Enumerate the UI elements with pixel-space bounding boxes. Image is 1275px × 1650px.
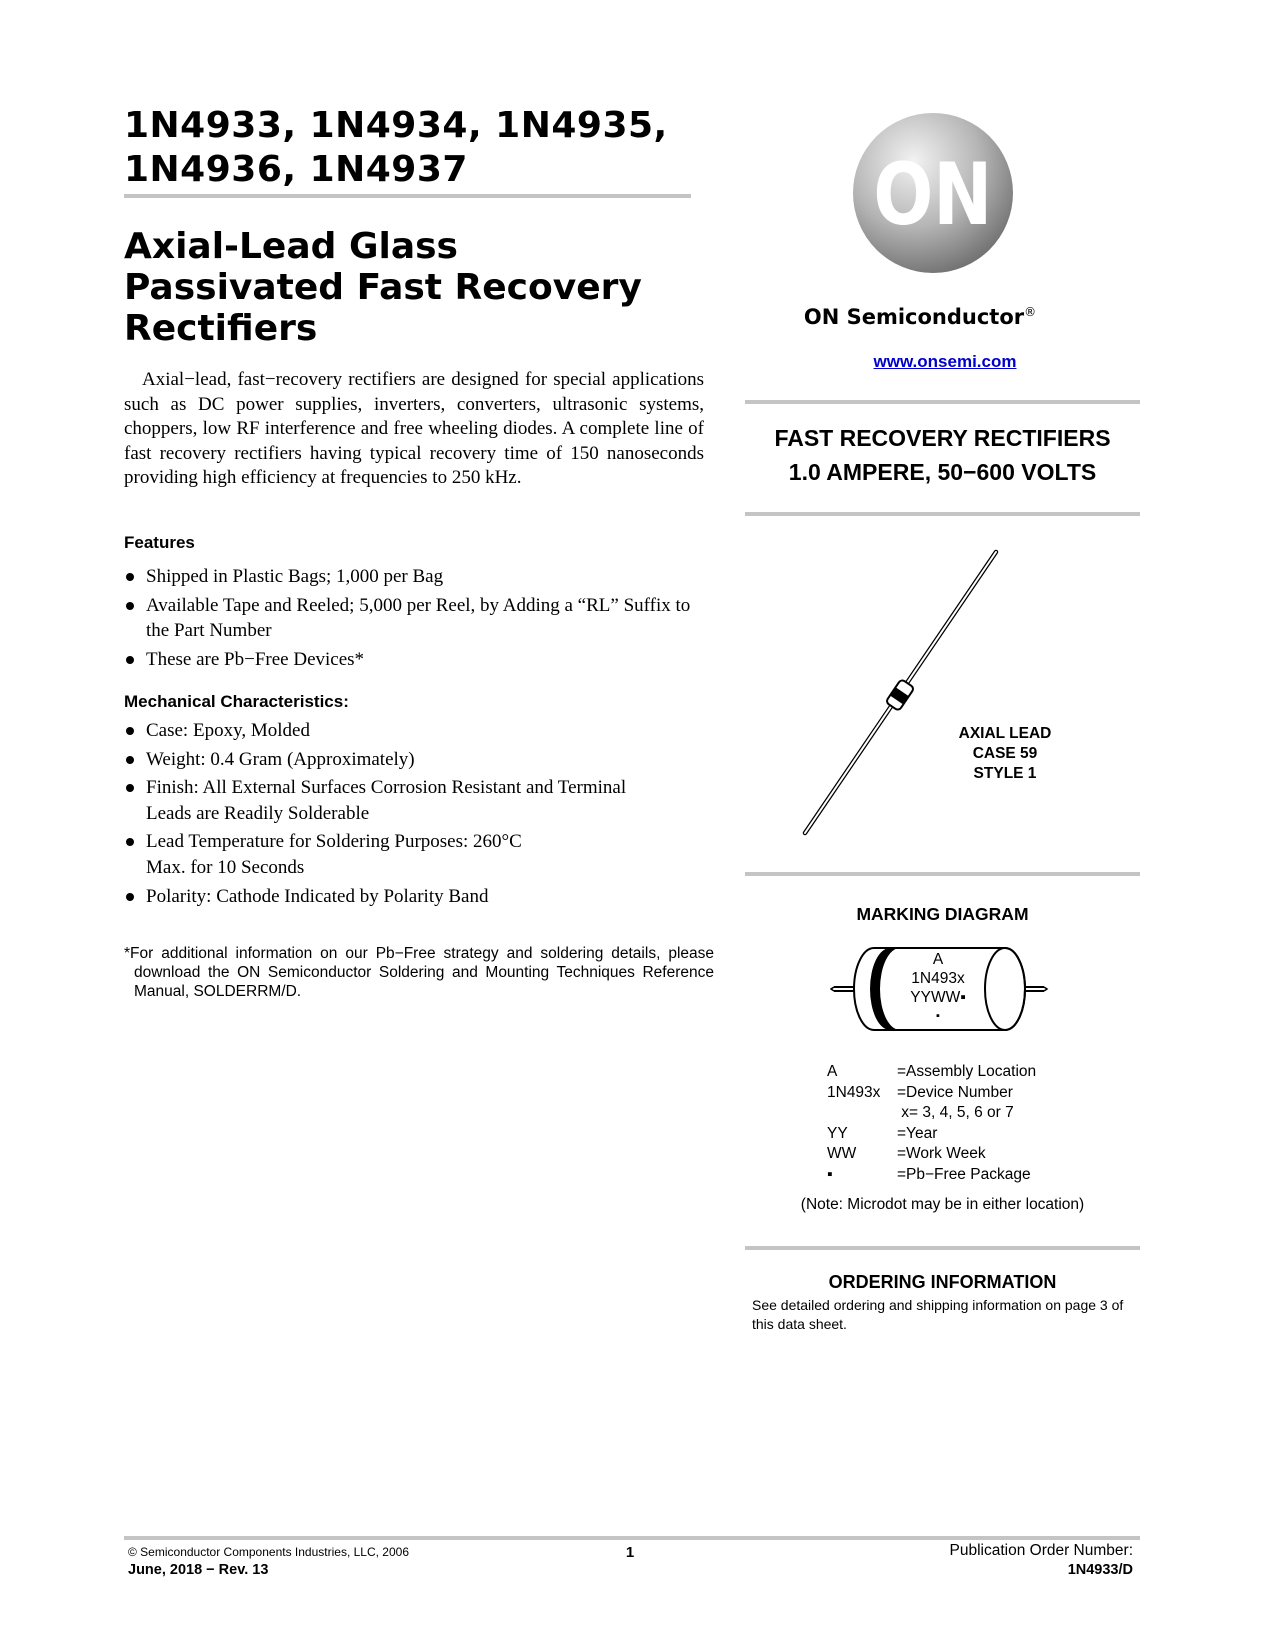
ordering-text: See detailed ordering and shipping information on page 3 of this data sheet. [752,1297,1124,1332]
legend-key [827,1103,897,1124]
part-number-line-1: 1N4933, 1N4934, 1N4935, [124,105,668,146]
page-title [124,226,704,349]
diode-illustration [795,545,1005,840]
package-label [940,724,1070,784]
part-number-line-2: 1N4936, 1N4937 [124,149,468,190]
package-line-1: AXIAL LEAD [958,725,1052,742]
brand-name [720,305,1120,329]
legend-key: 1N493x [827,1083,881,1101]
divider [745,400,1140,404]
title-line-2: Passivated Fast Recovery [124,267,642,308]
legend-row [827,1124,1117,1145]
publication-number: 1N4933/D [1067,1562,1133,1578]
legend-row [827,1144,1117,1165]
title-line-3: Rectifiers [124,308,318,349]
publication-label: Publication Order Number: [949,1542,1133,1559]
list-item: These are Pb−Free Devices* [124,647,724,673]
website-link[interactable]: www.onsemi.com [873,352,1017,371]
footer-divider [124,1536,1140,1540]
copyright: © Semiconductor Components Industries, LLC, 2006 [128,1545,409,1559]
package-line-2: CASE 59 [972,745,1038,762]
ordering-heading: ORDERING INFORMATION [828,1272,1057,1292]
legend-row [827,1083,1117,1104]
mechanical-list [124,718,704,912]
mechanical-heading: Mechanical Characteristics: [124,692,349,711]
divider [745,1246,1140,1250]
title-divider [124,194,691,198]
legend-key: A [827,1063,838,1080]
intro-paragraph: Axial−lead, fast−recovery rectifiers are designed for special applications such as DC power supplies, inverters, converters, ultrasonic systems, choppers, low RF interference and free wheeling diodes. A complete line of fast recovery rectifiers having typical recovery time of 150 nanoseconds providing high efficiency at frequencies to 250 kHz. [124,369,704,489]
marking-heading: MARKING DIAGRAM [856,904,1029,924]
legend-value: =Pb−Free Package [897,1165,1031,1183]
divider [745,872,1140,876]
on-logo [850,110,1016,276]
title-line-1: Axial-Lead Glass [124,226,458,267]
legend-value: =Assembly Location [897,1063,1037,1080]
part-number-title [124,104,704,192]
pb-free-footnote: *For additional information on our Pb−Free strategy and soldering details, please download the ON Semiconductor Soldering and Mounting Techniques Reference Manual, SOLDERRM/D. [124,945,714,1000]
legend-row [827,1165,1117,1186]
legend-key: WW [827,1145,857,1163]
marking-line-2: 1N493x [911,970,965,987]
legend-value: =Work Week [897,1145,986,1163]
features-heading: Features [124,533,195,552]
package-line-3: STYLE 1 [973,765,1037,782]
marking-line-4: ▪ [936,1010,940,1022]
divider [745,512,1140,516]
legend-key: YY [827,1124,848,1142]
product-summary-line-1: FAST RECOVERY RECTIFIERS [774,425,1111,451]
list-item: Case: Epoxy, Molded [124,718,704,744]
list-item: Available Tape and Reeled; 5,000 per Reel, by Adding a “RL” Suffix to the Part Number [124,593,706,644]
brand-name-text: ON Semiconductor [803,305,1025,329]
legend-key: ▪ [827,1165,833,1183]
registered-mark: ® [1024,305,1037,319]
list-item: Polarity: Cathode Indicated by Polarity Band [124,884,704,910]
legend-value: =Year [897,1124,938,1142]
microdot-note: (Note: Microdot may be in either location) [800,1196,1085,1213]
legend-row [827,1103,1117,1124]
list-item: Lead Temperature for Soldering Purposes: 260°C Max. for 10 Seconds [124,829,526,880]
marking-line-3: YYWW▪ [910,989,966,1006]
list-item: Shipped in Plastic Bags; 1,000 per Bag [124,564,724,590]
list-item: Finish: All External Surfaces Corrosion Resistant and Terminal Leads are Readily Solderable [124,775,666,826]
features-list [124,564,724,675]
page-number: 1 [625,1544,635,1561]
legend-value: =Device Number [897,1083,1013,1101]
marking-legend [827,1062,1117,1186]
on-logo-icon [850,110,1016,276]
marking-text [895,950,981,1026]
marking-line-1: A [932,951,944,968]
product-summary [745,421,1140,489]
revision-date: June, 2018 − Rev. 13 [128,1562,269,1578]
legend-row [827,1062,1117,1083]
list-item: Weight: 0.4 Gram (Approximately) [124,747,704,773]
legend-value: x= 3, 4, 5, 6 or 7 [897,1104,1014,1122]
logo-text: ON [873,144,993,245]
product-summary-line-2: 1.0 AMPERE, 50−600 VOLTS [788,459,1097,485]
